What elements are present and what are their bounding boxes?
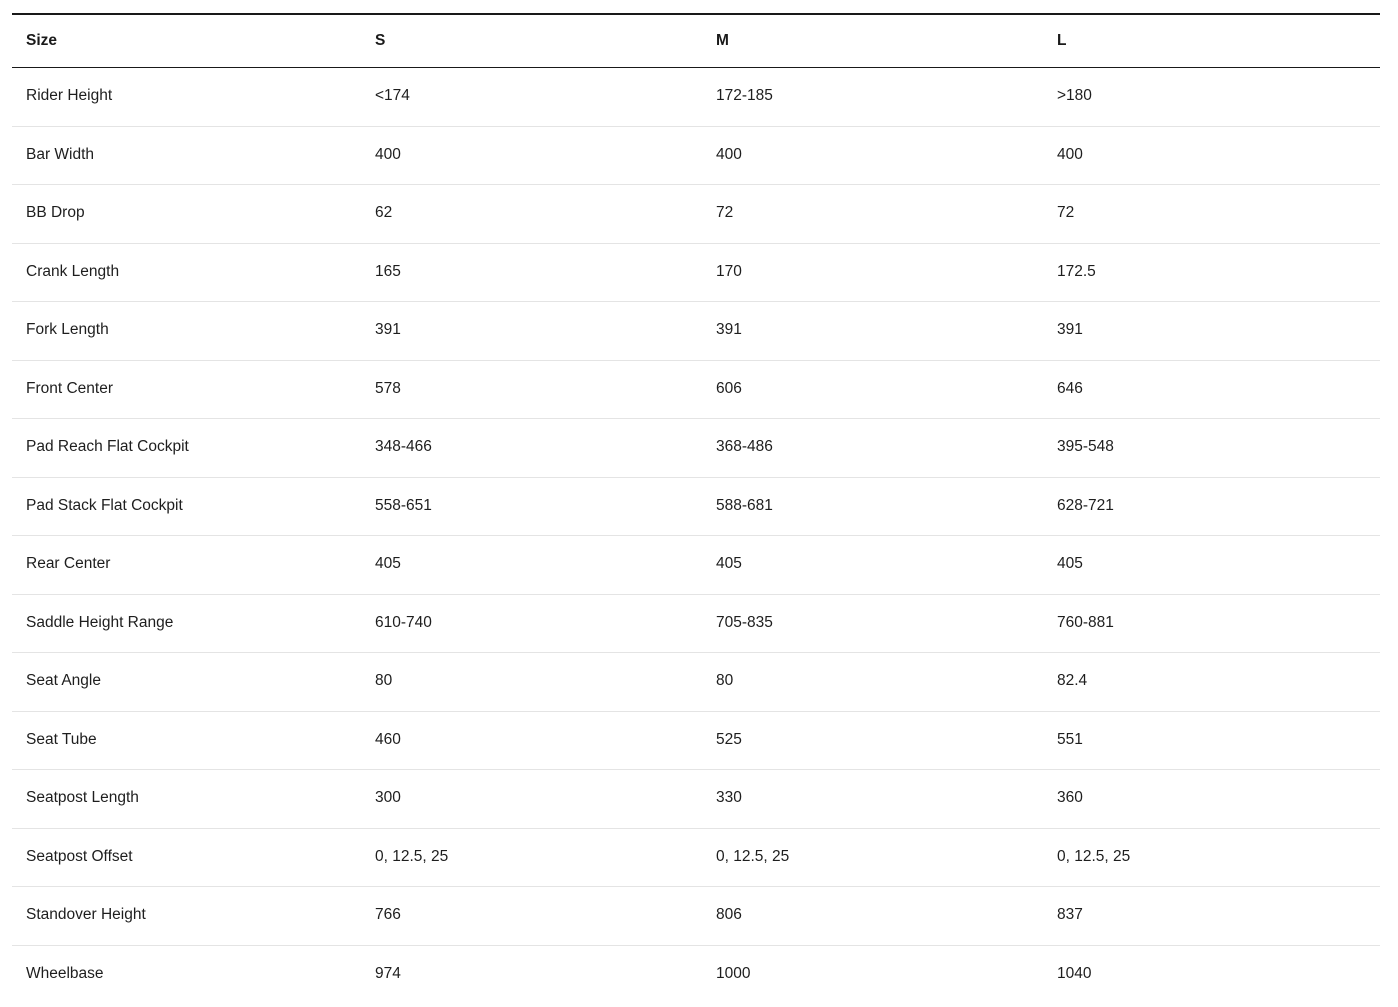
geometry-spec-table: [12, 13, 1380, 1003]
row-value: 400: [702, 126, 1043, 185]
column-header-l: L: [1043, 14, 1380, 68]
table-row: [12, 477, 1380, 536]
row-value: 525: [702, 711, 1043, 770]
row-value: 760-881: [1043, 594, 1380, 653]
row-value: 1040: [1043, 945, 1380, 1003]
table-row: [12, 419, 1380, 478]
row-label: Fork Length: [12, 302, 361, 361]
row-label: Seat Tube: [12, 711, 361, 770]
row-value: 806: [702, 887, 1043, 946]
row-value: 405: [361, 536, 702, 595]
row-value: <174: [375, 87, 410, 105]
row-value: 0, 12.5, 25: [702, 828, 1043, 887]
row-value: 80: [702, 653, 1043, 712]
row-label: Standover Height: [12, 887, 361, 946]
row-value: 72: [1043, 185, 1380, 244]
row-value: 405: [702, 536, 1043, 595]
table-row: [12, 653, 1380, 712]
row-value: 610-740: [361, 594, 702, 653]
row-value: 172-185: [716, 87, 773, 105]
row-value: 165: [361, 243, 702, 302]
row-value: 400: [361, 126, 702, 185]
row-value: 80: [361, 653, 702, 712]
row-label: BB Drop: [12, 185, 361, 244]
row-value: 646: [1043, 360, 1380, 419]
row-value: 837: [1043, 887, 1380, 946]
row-value: 300: [361, 770, 702, 829]
row-value: 391: [361, 302, 702, 361]
table-row: [12, 828, 1380, 887]
row-value: 460: [361, 711, 702, 770]
row-value: 578: [361, 360, 702, 419]
row-label: Wheelbase: [12, 945, 361, 1003]
table-row: [12, 360, 1380, 419]
column-header-size: Size: [12, 14, 361, 68]
row-label: Seatpost Offset: [12, 828, 361, 887]
row-value: 0, 12.5, 25: [361, 828, 702, 887]
spec-table-body: [12, 68, 1380, 1004]
row-label: Crank Length: [12, 243, 361, 302]
row-label: Pad Reach Flat Cockpit: [12, 419, 361, 478]
table-row: [12, 68, 1380, 127]
row-value: 558-651: [361, 477, 702, 536]
row-value: 72: [702, 185, 1043, 244]
row-value: 348-466: [361, 419, 702, 478]
table-row: [12, 945, 1380, 1003]
row-value: 400: [1043, 126, 1380, 185]
row-value: 1000: [702, 945, 1043, 1003]
column-header-m: M: [702, 14, 1043, 68]
row-value: 0, 12.5, 25: [1043, 828, 1380, 887]
row-value: 405: [1043, 536, 1380, 595]
row-label: Saddle Height Range: [12, 594, 361, 653]
row-value: 628-721: [1043, 477, 1380, 536]
row-value: 330: [702, 770, 1043, 829]
row-value: 551: [1043, 711, 1380, 770]
row-value: 82.4: [1043, 653, 1380, 712]
row-value: 62: [361, 185, 702, 244]
row-value: 766: [361, 887, 702, 946]
header-row: [12, 14, 1380, 68]
row-value: 588-681: [702, 477, 1043, 536]
row-value: 368-486: [702, 419, 1043, 478]
row-value: 391: [702, 302, 1043, 361]
row-value: 606: [702, 360, 1043, 419]
row-label: Rider Height: [26, 87, 113, 105]
row-label: Seatpost Length: [12, 770, 361, 829]
row-label: Front Center: [12, 360, 361, 419]
column-header-s: S: [361, 14, 702, 68]
row-label: Bar Width: [12, 126, 361, 185]
table-row: [12, 887, 1380, 946]
row-label: Seat Angle: [12, 653, 361, 712]
table-row: [12, 185, 1380, 244]
row-value: >180: [1057, 87, 1092, 105]
row-value: 974: [361, 945, 702, 1003]
table-row: [12, 302, 1380, 361]
table-row: [12, 594, 1380, 653]
row-value: 395-548: [1043, 419, 1380, 478]
row-label: Pad Stack Flat Cockpit: [12, 477, 361, 536]
table-row: [12, 126, 1380, 185]
row-value: 391: [1043, 302, 1380, 361]
table-row: [12, 711, 1380, 770]
table-header: [12, 14, 1380, 68]
table-row: [12, 770, 1380, 829]
row-value: 360: [1043, 770, 1380, 829]
row-value: 705-835: [702, 594, 1043, 653]
row-value: 172.5: [1043, 243, 1380, 302]
row-value: 170: [702, 243, 1043, 302]
table-row: [12, 243, 1380, 302]
table-row: [12, 536, 1380, 595]
row-label: Rear Center: [12, 536, 361, 595]
